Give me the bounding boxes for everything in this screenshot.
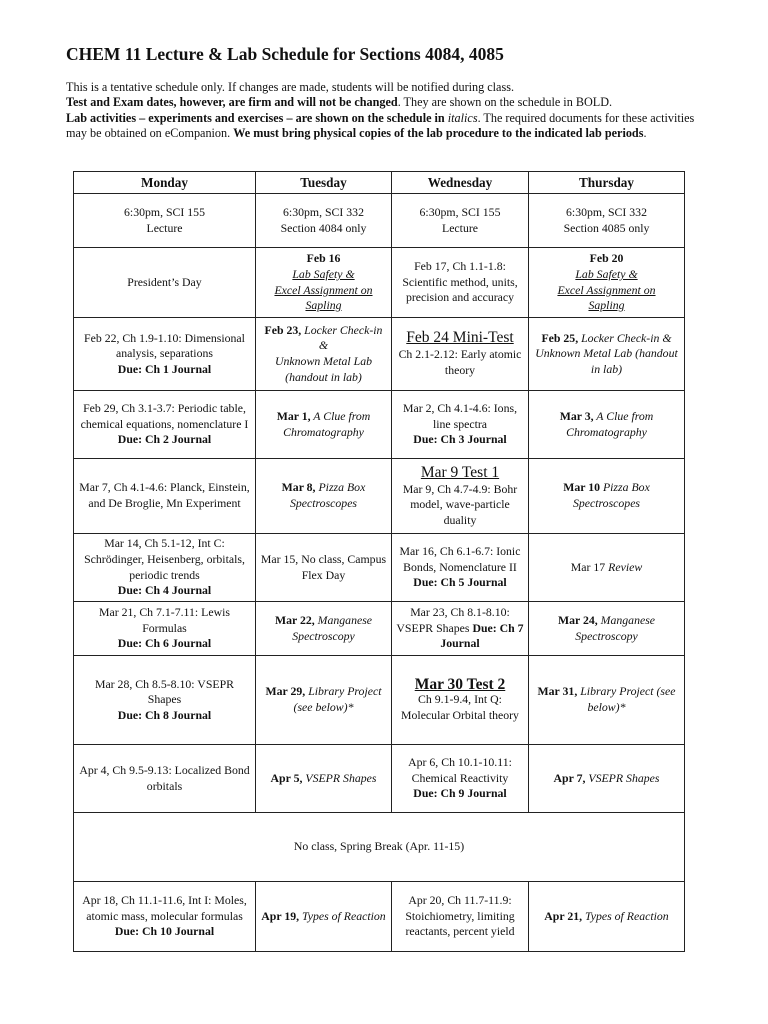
cell-tue: Feb 16 Lab Safety & Excel Assignment on Sapling <box>256 248 392 318</box>
cell-wed: 6:30pm, SCI 155 Lecture <box>392 194 529 248</box>
cell-wed: Mar 9 Test 1 Mar 9, Ch 4.7-4.9: Bohr model, wave-particle duality <box>392 459 529 534</box>
cell-wed: Apr 20, Ch 11.7-11.9: Stoichiometry, limiting reactants, percent yield <box>392 882 529 952</box>
cell-thu: Mar 3, A Clue from Chromatography <box>529 391 685 459</box>
cell-tue: Mar 1, A Clue from Chromatography <box>256 391 392 459</box>
header-tuesday: Tuesday <box>256 172 392 194</box>
cell-thu: 6:30pm, SCI 332 Section 4085 only <box>529 194 685 248</box>
cell-mon: Mar 28, Ch 8.5-8.10: VSEPR Shapes Due: Ch 8 Journal <box>74 656 256 745</box>
cell-mon: Apr 4, Ch 9.5-9.13: Localized Bond orbitals <box>74 745 256 813</box>
cell-wed: Mar 30 Test 2 Ch 9.1-9.4, Int Q: Molecular Orbital theory <box>392 656 529 745</box>
table-row <box>74 882 685 952</box>
cell-mon: Feb 22, Ch 1.9-1.10: Dimensional analysis, separations Due: Ch 1 Journal <box>74 318 256 391</box>
cell-thu: Feb 25, Locker Check-in & Unknown Metal Lab (handout in lab) <box>529 318 685 391</box>
table-row <box>74 391 685 459</box>
cell-wed: Mar 23, Ch 8.1-8.10: VSEPR Shapes Due: Ch 7 Journal <box>392 602 529 656</box>
header-monday: Monday <box>74 172 256 194</box>
cell-thu: Mar 24, Manganese Spectroscopy <box>529 602 685 656</box>
spring-break-cell: No class, Spring Break (Apr. 11-15) <box>74 813 685 882</box>
cell-wed: Feb 17, Ch 1.1-1.8: Scientific method, units, precision and accuracy <box>392 248 529 318</box>
header-wednesday: Wednesday <box>392 172 529 194</box>
cell-wed: Mar 16, Ch 6.1-6.7: Ionic Bonds, Nomenclature II Due: Ch 5 Journal <box>392 534 529 602</box>
cell-thu: Feb 20 Lab Safety & Excel Assignment on Sapling <box>529 248 685 318</box>
cell-mon: 6:30pm, SCI 155 Lecture <box>74 194 256 248</box>
cell-mon: Feb 29, Ch 3.1-3.7: Periodic table, chemical equations, nomenclature I Due: Ch 2 Journal <box>74 391 256 459</box>
cell-mon: Mar 7, Ch 4.1-4.6: Planck, Einstein, and De Broglie, Mn Experiment <box>74 459 256 534</box>
header-thursday: Thursday <box>529 172 685 194</box>
intro-line-2: Test and Exam dates, however, are firm and will not be changed. They are shown on the schedule in BOLD. <box>66 95 613 110</box>
cell-mon: Mar 21, Ch 7.1-7.11: Lewis Formulas Due: Ch 6 Journal <box>74 602 256 656</box>
cell-mon: Apr 18, Ch 11.1-11.6, Int I: Moles, atomic mass, molecular formulas Due: Ch 10 Journal <box>74 882 256 952</box>
cell-tue: Mar 8, Pizza Box Spectroscopes <box>256 459 392 534</box>
schedule-table <box>73 171 685 952</box>
cell-thu: Mar 17 Review <box>529 534 685 602</box>
table-row <box>74 194 685 248</box>
cell-thu: Apr 7, VSEPR Shapes <box>529 745 685 813</box>
cell-tue: Apr 5, VSEPR Shapes <box>256 745 392 813</box>
cell-mon: President’s Day <box>74 248 256 318</box>
table-row <box>74 318 685 391</box>
cell-wed: Feb 24 Mini-Test Ch 2.1-2.12: Early atomic theory <box>392 318 529 391</box>
table-row <box>74 248 685 318</box>
cell-wed: Mar 2, Ch 4.1-4.6: Ions, line spectra Due: Ch 3 Journal <box>392 391 529 459</box>
cell-wed: Apr 6, Ch 10.1-10.11: Chemical Reactivity Due: Ch 9 Journal <box>392 745 529 813</box>
intro-line-1: This is a tentative schedule only. If changes are made, students will be notified during class. <box>66 80 514 94</box>
table-row <box>74 459 685 534</box>
cell-tue: Feb 23, Locker Check-in & Unknown Metal Lab (handout in lab) <box>256 318 392 391</box>
table-row <box>74 602 685 656</box>
table-row <box>74 656 685 745</box>
cell-tue: Mar 15, No class, Campus Flex Day <box>256 534 392 602</box>
intro-text <box>66 80 706 142</box>
cell-tue: 6:30pm, SCI 332 Section 4084 only <box>256 194 392 248</box>
cell-tue: Mar 29, Library Project (see below)* <box>256 656 392 745</box>
table-row <box>74 813 685 882</box>
header-row <box>74 172 685 194</box>
cell-tue: Apr 19, Types of Reaction <box>256 882 392 952</box>
cell-tue: Mar 22, Manganese Spectroscopy <box>256 602 392 656</box>
page-title: CHEM 11 Lecture & Lab Schedule for Sections 4084, 4085 <box>66 44 504 64</box>
cell-thu: Mar 10 Pizza Box Spectroscopes <box>529 459 685 534</box>
table-row <box>74 745 685 813</box>
cell-thu: Mar 31, Library Project (see below)* <box>529 656 685 745</box>
cell-thu: Apr 21, Types of Reaction <box>529 882 685 952</box>
table-row <box>74 534 685 602</box>
cell-mon: Mar 14, Ch 5.1-12, Int C: Schrödinger, Heisenberg, orbitals, periodic trends Due: Ch 4 Journal <box>74 534 256 602</box>
intro-line-3: Lab activities – experiments and exercises – are shown on the schedule in italics. The required documents for these activities may be obtained on eCompanion. We must bring physical copies of the lab procedure to the indicated lab periods. <box>66 110 695 141</box>
